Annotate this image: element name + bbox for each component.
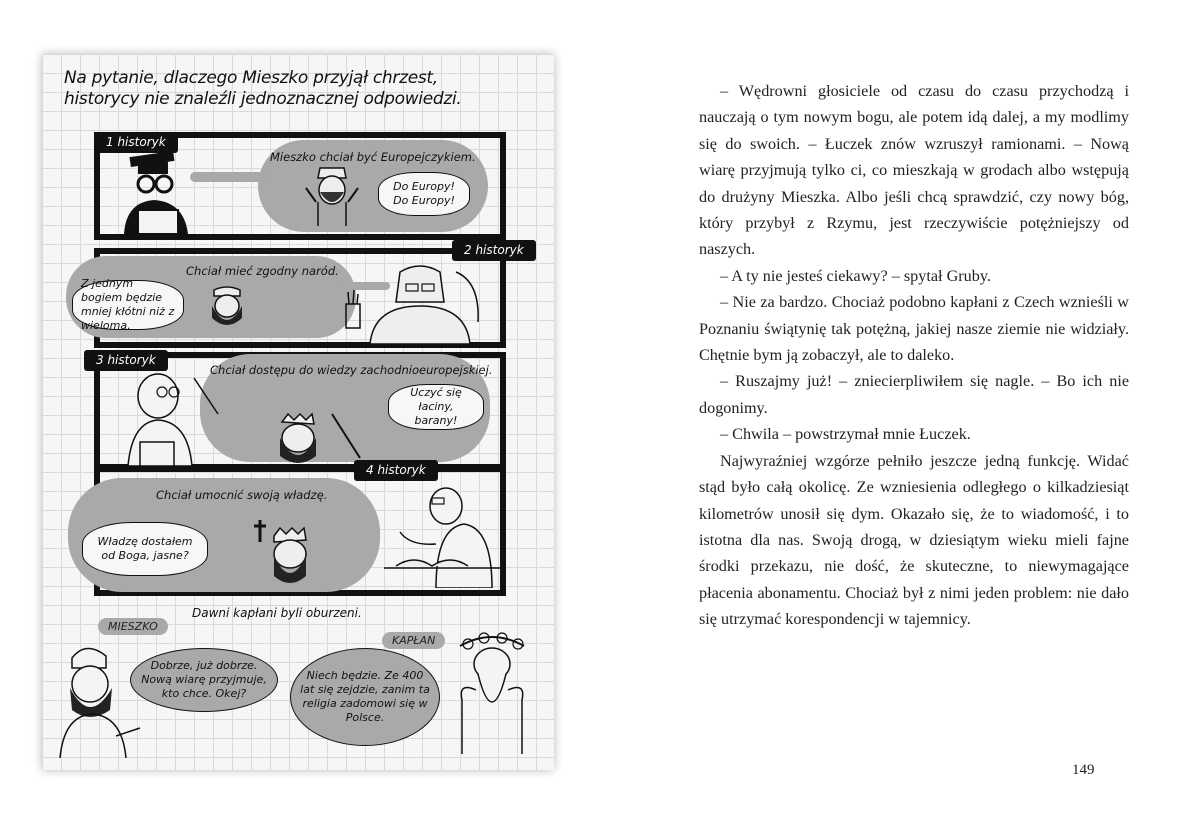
panel-label-2: 2 historyk xyxy=(452,240,536,261)
panel-label-1: 1 historyk xyxy=(94,132,178,153)
speech-text-4: Chciał umocnić swoją władzę. xyxy=(156,488,328,502)
comic-caption: Dawni kapłani byli oburzeni. xyxy=(192,606,362,620)
inner-bubble-2: Z jednym bogiem będzie mniej kłótni niż z wieloma. xyxy=(72,280,184,330)
mieszko-figure-bottom xyxy=(56,640,142,758)
mieszko-figure-2 xyxy=(204,284,250,332)
paragraph-6: Najwyraźniej wzgórze pełniło jeszcze jedną funkcję. Widać stąd było całą okolicę. Ze wzniesienia odległego o kilkadziesiąt kilometrów unosił się dym. Okazało się, że to wiadomość, i to istotna dla nas. Swoją drogą, w dziesiątym wieku mieli fajne środki przekazu, nie dość, że skuteczne, to niewymagające płacenia abonamentu. Chociaż był z nimi jeden problem: nie dało się utrzymać korespondencji w tajemnicy. xyxy=(699,451,1129,629)
paragraph-2: – A ty nie jesteś ciekawy? – spytał Gruby. xyxy=(720,266,991,285)
page-number: 149 xyxy=(1072,762,1095,778)
historian-1-illustration xyxy=(114,150,204,234)
bubble-kaplan: Niech będzie. Ze 400 lat się zejdzie, zanim ta religia zadomowi się w Polsce. xyxy=(290,648,440,746)
comic-title xyxy=(64,68,524,110)
inner-bubble-4: Władzę dostałem od Boga, jasne? xyxy=(82,522,208,576)
speech-text-2: Chciał mieć zgodny naród. xyxy=(186,264,339,278)
paragraph-1: – Wędrowni głosiciele od czasu do czasu przychodzą i nauczają o tym nowym bogu, ale potem idą dalej, a my modlimy się do swoich. – Łuczek znów wzruszył ramionami. – Nową wiarę przyjmują tylko ci, co mieszkają w grodach albo wstępują do drużyny Mieszka. Albo jeśli chcą sprawdzić, czy nowy bóg, który przybył z Rzymu, jest rzeczywiście potężniejszy od naszych. xyxy=(699,82,1129,259)
historian-3-illustration xyxy=(118,370,228,466)
inner-bubble-3: Uczyć się łaciny, barany! xyxy=(388,384,484,430)
speech-text-3: Chciał dostępu do wiedzy zachodnioeuropejskiej. xyxy=(210,363,493,377)
paragraph-5: – Chwila – powstrzymał mnie Łuczek. xyxy=(720,425,971,444)
text-page xyxy=(699,78,1129,633)
historian-4-illustration xyxy=(380,484,504,588)
paragraph-3: – Nie za bardzo. Chociaż podobno kapłani z Czech wznieśli w Poznaniu świątynię tak potężną, jakiej nasze ziemie nie widziały. Chętnie bym ją zobaczył, ale to daleko. xyxy=(699,293,1129,365)
mieszko-figure-4 xyxy=(248,520,316,592)
kaplan-figure xyxy=(452,630,532,754)
comic-title-line-2: historycy nie znaleźli jednoznacznej odpowiedzi. xyxy=(64,89,462,109)
paragraph-4: – Ruszajmy już! – zniecierpliwiłem się nagle. – Bo ich nie dogonimy. xyxy=(699,372,1129,417)
name-tag-kaplan: KAPŁAN xyxy=(382,632,445,649)
speech-text-1: Mieszko chciał być Europejczykiem. xyxy=(270,150,476,164)
comic-title-line-1: Na pytanie, dlaczego Mieszko przyjął chrzest, xyxy=(64,68,438,88)
panel-label-4: 4 historyk xyxy=(354,460,438,481)
mieszko-figure-1 xyxy=(300,162,364,226)
inner-bubble-1: Do Europy! Do Europy! xyxy=(378,172,470,216)
bubble-mieszko: Dobrze, już dobrze. Nową wiarę przyjmuje, kto chce. Okej? xyxy=(130,648,278,712)
panel-label-3: 3 historyk xyxy=(84,350,168,371)
name-tag-mieszko: MIESZKO xyxy=(98,618,168,635)
historian-2-illustration xyxy=(340,262,490,344)
